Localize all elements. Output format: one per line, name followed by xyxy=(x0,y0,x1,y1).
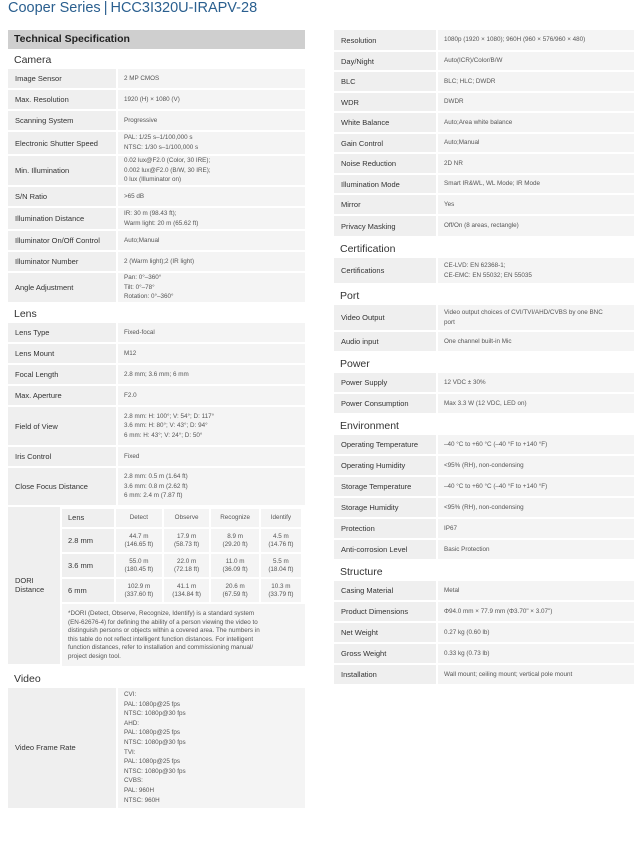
dori-imperial: (180.45 ft) xyxy=(124,565,154,573)
dori-metric: 20.6 m xyxy=(225,582,245,590)
spec-row-lens-type xyxy=(8,323,305,344)
spec-value-line: Basic Protection xyxy=(444,545,490,553)
power-table xyxy=(334,373,634,415)
spec-value-line: NTSC: 1080p@30 fps xyxy=(124,738,186,746)
spec-value-line: port xyxy=(444,318,455,326)
spec-value-line: <95% (RH), non-condensing xyxy=(444,461,524,469)
spec-value-line: <95% (RH), non-condensing xyxy=(444,503,524,511)
dori-lens: 6 mm xyxy=(62,579,114,602)
spec-value-line: 0.002 lux@F2.0 (B/W, 30 IRE); xyxy=(124,166,211,174)
spec-value-line: 6 mm: 2.4 m (7.87 ft) xyxy=(124,492,183,500)
spec-row-white-balance xyxy=(334,113,634,134)
spec-label: Noise Reduction xyxy=(334,154,438,175)
dori-imperial: (18.04 ft) xyxy=(268,565,294,573)
dori-imperial: (67.59 ft) xyxy=(222,590,248,598)
spec-value xyxy=(438,195,634,216)
spec-label: Net Weight xyxy=(334,623,438,644)
spec-value xyxy=(438,602,634,623)
dori-header-recognize: Recognize xyxy=(211,509,258,527)
spec-row-min-illumination xyxy=(8,156,305,187)
spec-value xyxy=(438,52,634,72)
spec-row-storage-temperature xyxy=(334,477,634,498)
spec-label: Gain Control xyxy=(334,134,438,154)
dori-label-line: Distance xyxy=(15,585,45,595)
spec-label: Day/Night xyxy=(334,52,438,72)
dori-cell xyxy=(261,529,301,552)
spec-row-certifications xyxy=(334,258,634,285)
spec-value-line: PAL: 960H xyxy=(124,786,154,794)
spec-value-line: CVBS: xyxy=(124,777,143,785)
spec-value xyxy=(438,175,634,195)
spec-row-video-output xyxy=(334,305,634,332)
dori-metric: 5.5 m xyxy=(273,557,289,565)
spec-label: Max. Aperture xyxy=(8,386,118,407)
spec-value-line: Auto;Manual xyxy=(444,139,480,147)
dori-note-line: function distances, refer to installation and commissioning manual/ xyxy=(68,644,254,652)
spec-value-line: 2 (Warm light);2 (IR light) xyxy=(124,257,195,265)
spec-value-line: 0.02 lux@F2.0 (Color, 30 IRE); xyxy=(124,157,211,165)
spec-row-wdr xyxy=(334,93,634,113)
spec-value-line: Fixed-focal xyxy=(124,328,155,336)
spec-value xyxy=(118,386,305,407)
spec-value-line: CE-EMC: EN 55032; EN 55035 xyxy=(444,271,532,279)
spec-label: Scanning System xyxy=(8,111,118,132)
spec-value xyxy=(118,344,305,365)
dori-note xyxy=(62,604,305,666)
right-column xyxy=(334,30,634,686)
series-name: Cooper Series xyxy=(8,0,101,16)
spec-value-line: One channel built-in Mic xyxy=(444,337,512,345)
spec-value-line: TVI: xyxy=(124,748,136,756)
spec-value-line: Fixed xyxy=(124,452,140,460)
spec-row-casing-material xyxy=(334,581,634,602)
spec-label: Illumination Mode xyxy=(334,175,438,195)
dori-cell xyxy=(116,579,162,602)
section-power: Power xyxy=(340,358,370,370)
dori-cell xyxy=(116,554,162,577)
section-video: Video xyxy=(14,672,41,685)
spec-label: Storage Temperature xyxy=(334,477,438,498)
spec-label: Focal Length xyxy=(8,365,118,386)
dori-cell xyxy=(164,529,210,552)
spec-label: Certifications xyxy=(334,258,438,285)
section-port: Port xyxy=(340,290,360,302)
port-table xyxy=(334,305,634,353)
spec-value xyxy=(438,477,634,498)
spec-value xyxy=(118,156,305,187)
spec-label: Field of View xyxy=(8,407,118,447)
spec-value-line: –40 °C to +60 °C (–40 °F to +140 °F) xyxy=(444,440,548,448)
spec-value-line: 3.6 mm: H: 80°; V: 43°; D: 94° xyxy=(124,422,208,430)
video-table xyxy=(8,688,305,810)
left-column xyxy=(8,30,305,810)
spec-label: Installation xyxy=(334,665,438,686)
dori-header-lens: Lens xyxy=(62,509,114,527)
spec-value-line: 1920 (H) × 1080 (V) xyxy=(124,95,180,103)
spec-value-line: PAL: 1/25 s–1/100,000 s xyxy=(124,134,193,142)
spec-label: Storage Humidity xyxy=(334,498,438,519)
spec-value-line: 12 VDC ± 30% xyxy=(444,378,486,386)
spec-label: Min. Illumination xyxy=(8,156,118,187)
spec-value-line: Rotation: 0°–360° xyxy=(124,293,174,301)
structure-table xyxy=(334,581,634,686)
spec-value xyxy=(438,373,634,394)
dori-metric: 44.7 m xyxy=(129,532,149,540)
spec-value xyxy=(438,72,634,93)
spec-value xyxy=(118,90,305,111)
spec-value-line: NTSC: 1080p@30 fps xyxy=(124,767,186,775)
dori-note-line: project design tool. xyxy=(68,652,121,660)
dori-table xyxy=(60,507,303,604)
spec-value-line: Progressive xyxy=(124,116,158,124)
dori-label-line: DORI xyxy=(15,576,34,586)
spec-value-line: 2.8 mm: 0.5 m (1.64 ft) xyxy=(124,473,188,481)
spec-value-line: CVI: xyxy=(124,691,137,698)
dori-imperial: (58.73 ft) xyxy=(173,540,200,548)
spec-value-line: NTSC: 1/30 s–1/100,000 s xyxy=(124,144,199,151)
spec-value-line: 2D NR xyxy=(444,159,463,167)
spec-label: Electronic Shutter Speed xyxy=(8,132,118,156)
spec-row-audio-input xyxy=(334,332,634,353)
dori-lens: 3.6 mm xyxy=(62,554,114,577)
spec-value xyxy=(118,187,305,208)
spec-label: WDR xyxy=(334,93,438,113)
spec-row-close-focus-distance xyxy=(8,468,305,507)
spec-label: Illuminator Number xyxy=(8,252,118,273)
spec-value xyxy=(438,113,634,134)
dori-cell xyxy=(211,554,258,577)
spec-label: Audio input xyxy=(334,332,438,353)
spec-row-illumination-distance xyxy=(8,208,305,231)
spec-value xyxy=(118,468,305,507)
spec-value-line: Video output choices of CVI/TVI/AHD/CVBS by one BNC xyxy=(444,308,603,316)
spec-value-line: 0 lux (Illuminator on) xyxy=(124,176,182,184)
spec-value-line: PAL: 1080p@25 fps xyxy=(124,729,180,737)
spec-value-line: Tilt: 0°–78° xyxy=(124,283,155,291)
spec-row-mirror xyxy=(334,195,634,216)
spec-row-power-consumption xyxy=(334,394,634,415)
dori-cell xyxy=(211,579,258,602)
spec-value-line: PAL: 1080p@25 fps xyxy=(124,758,180,766)
spec-value xyxy=(438,498,634,519)
spec-row-electronic-shutter-speed xyxy=(8,132,305,156)
spec-label: Operating Humidity xyxy=(334,456,438,477)
spec-value-line: AHD: xyxy=(124,719,140,727)
spec-row-s-n-ratio xyxy=(8,187,305,208)
dori-cell xyxy=(211,529,258,552)
spec-value xyxy=(438,134,634,154)
dori-imperial: (146.65 ft) xyxy=(124,540,154,548)
spec-value xyxy=(118,273,305,304)
spec-label: Lens Type xyxy=(8,323,118,344)
spec-label: Video Frame Rate xyxy=(8,688,118,810)
dori-imperial: (36.09 ft) xyxy=(222,565,248,573)
spec-value-line: NTSC: 1080p@30 fps xyxy=(124,710,186,718)
spec-value-line: 2.8 mm: H: 100°; V: 54°; D: 117° xyxy=(124,412,215,420)
spec-value-line: Pan: 0°–360° xyxy=(124,274,162,282)
spec-row-field-of-view xyxy=(8,407,305,447)
spec-row-illuminator-on-off-control xyxy=(8,231,305,252)
spec-label: Angle Adjustment xyxy=(8,273,118,304)
dori-note-line: this table do not reflect intelligent function distances. For intelligent xyxy=(68,635,254,643)
spec-label: Anti-corrosion Level xyxy=(334,540,438,561)
dori-metric: 22.0 m xyxy=(176,557,197,565)
dori-cell xyxy=(261,579,301,602)
spec-value xyxy=(118,208,305,231)
spec-row-scanning-system xyxy=(8,111,305,132)
section-structure: Structure xyxy=(340,566,383,578)
spec-value-line: Auto;Area white balance xyxy=(444,118,513,126)
spec-row-product-dimensions xyxy=(334,602,634,623)
spec-label: BLC xyxy=(334,72,438,93)
spec-value xyxy=(118,111,305,132)
spec-value-line: –40 °C to +60 °C (–40 °F to +140 °F) xyxy=(444,482,548,490)
spec-row-gross-weight xyxy=(334,644,634,665)
dori-imperial: (337.60 ft) xyxy=(124,590,154,598)
section-certification: Certification xyxy=(340,243,396,255)
spec-row-blc xyxy=(334,72,634,93)
spec-label: Privacy Masking xyxy=(334,216,438,238)
spec-value-line: Auto;Manual xyxy=(124,236,160,244)
spec-value xyxy=(438,332,634,353)
spec-value-line: 1080p (1920 × 1080); 960H (960 × 576/960 × 480) xyxy=(444,36,586,44)
spec-value-line: Smart IR&WL, WL Mode; IR Mode xyxy=(444,180,540,188)
dori-row xyxy=(62,529,301,552)
spec-value-line: 2 MP CMOS xyxy=(124,74,160,82)
spec-value-line: Wall mount; ceiling mount; vertical pole mount xyxy=(444,670,573,678)
section-lens: Lens xyxy=(14,308,37,320)
spec-row-protection xyxy=(334,519,634,540)
spec-row-gain-control xyxy=(334,134,634,154)
dori-metric: 41.1 m xyxy=(176,582,197,590)
dori-cell xyxy=(116,529,162,552)
spec-value xyxy=(438,519,634,540)
spec-row-operating-temperature xyxy=(334,435,634,456)
spec-row-max-resolution xyxy=(8,90,305,111)
spec-value xyxy=(438,644,634,665)
spec-row-day-night xyxy=(334,52,634,72)
spec-value xyxy=(438,258,634,285)
spec-label: Product Dimensions xyxy=(334,602,438,623)
spec-value-line: Max 3.3 W (12 VDC, LED on) xyxy=(444,399,527,407)
spec-value-line: IP67 xyxy=(444,524,457,532)
dori-imperial: (14.76 ft) xyxy=(268,540,294,548)
dori-cell xyxy=(164,554,210,577)
spec-row-angle-adjustment xyxy=(8,273,305,304)
dori-label xyxy=(8,507,62,666)
spec-value-line: 2.8 mm; 3.6 mm; 6 mm xyxy=(124,370,189,378)
spec-row-net-weight xyxy=(334,623,634,644)
spec-label: Power Consumption xyxy=(334,394,438,415)
certification-table xyxy=(334,258,634,285)
spec-label: Lens Mount xyxy=(8,344,118,365)
dori-lens: 2.8 mm xyxy=(62,529,114,552)
spec-value-line: >65 dB xyxy=(124,192,145,200)
dori-imperial: (134.84 ft) xyxy=(172,590,201,598)
spec-value xyxy=(118,252,305,273)
spec-label: Illuminator On/Off Control xyxy=(8,231,118,252)
spec-label: Image Sensor xyxy=(8,69,118,90)
spec-row-illuminator-number xyxy=(8,252,305,273)
spec-value-line: DWDR xyxy=(444,98,464,106)
spec-label: Gross Weight xyxy=(334,644,438,665)
spec-value xyxy=(438,540,634,561)
spec-value xyxy=(118,69,305,90)
dori-metric: 11.0 m xyxy=(225,557,245,565)
dori-imperial: (29.20 ft) xyxy=(222,540,248,548)
spec-value xyxy=(438,216,634,238)
dori-note-line: *DORI (Detect, Observe, Recognize, Identify) is a standard system xyxy=(68,610,255,617)
spec-value xyxy=(438,435,634,456)
spec-value-line: Yes xyxy=(444,200,455,208)
spec-label: Illumination Distance xyxy=(8,208,118,231)
lens-table xyxy=(8,323,305,507)
dori-metric: 4.5 m xyxy=(273,532,289,540)
spec-value-line: BLC; HLC; DWDR xyxy=(444,77,496,85)
spec-label: Video Output xyxy=(334,305,438,332)
tech-spec-title: Technical Specification xyxy=(8,30,305,49)
dori-metric: 10.3 m xyxy=(271,582,291,590)
spec-value xyxy=(438,154,634,175)
dori-cell xyxy=(261,554,301,577)
camera-table xyxy=(8,69,305,304)
spec-value xyxy=(438,623,634,644)
spec-row-illumination-mode xyxy=(334,175,634,195)
spec-value xyxy=(438,30,634,52)
dori-imperial: (33.79 ft) xyxy=(268,590,294,598)
spec-value-line: NTSC: 960H xyxy=(124,796,160,804)
spec-row-operating-humidity xyxy=(334,456,634,477)
spec-label: Max. Resolution xyxy=(8,90,118,111)
dori-metric: 102.9 m xyxy=(127,582,151,590)
spec-value-line: 0.27 kg (0.60 lb) xyxy=(444,628,490,636)
spec-value xyxy=(118,231,305,252)
spec-value xyxy=(438,394,634,415)
spec-value xyxy=(118,688,305,810)
spec-label: Close Focus Distance xyxy=(8,468,118,507)
spec-value-line: Warm light: 20 m (65.62 ft) xyxy=(124,219,199,227)
spec-value-line: M12 xyxy=(124,349,137,357)
spec-row-power-supply xyxy=(334,373,634,394)
spec-label: Protection xyxy=(334,519,438,540)
model-number: HCC3I320U-IRAPV-28 xyxy=(110,0,258,16)
spec-value xyxy=(438,93,634,113)
spec-value-line: 6 mm: H: 43°; V: 24°; D: 50° xyxy=(124,431,203,439)
spec-value xyxy=(438,581,634,602)
spec-value-line: CE-LVD: EN 62368-1; xyxy=(444,261,506,269)
spec-label: White Balance xyxy=(334,113,438,134)
spec-label: S/N Ratio xyxy=(8,187,118,208)
spec-value xyxy=(118,447,305,468)
dori-metric: 55.0 m xyxy=(129,557,149,565)
spec-label: Power Supply xyxy=(334,373,438,394)
page-header xyxy=(8,0,257,22)
spec-value-line: Off/On (8 areas, rectangle) xyxy=(444,222,519,230)
section-camera: Camera xyxy=(14,54,52,66)
spec-row-image-sensor xyxy=(8,69,305,90)
spec-value-line: Metal xyxy=(444,586,460,594)
spec-value xyxy=(118,365,305,386)
spec-value xyxy=(118,132,305,156)
spec-value-line: PAL: 1080p@25 fps xyxy=(124,700,180,708)
spec-value-line: Φ94.0 mm × 77.9 mm (Φ3.70" × 3.07") xyxy=(444,607,553,615)
spec-value-line: 3.6 mm: 0.8 m (2.62 ft) xyxy=(124,482,188,490)
dori-header-detect: Detect xyxy=(116,509,162,527)
spec-row-privacy-masking xyxy=(334,216,634,238)
dori-block xyxy=(8,507,305,666)
spec-value xyxy=(438,456,634,477)
spec-row-anti-corrosion-level xyxy=(334,540,634,561)
dori-header-observe: Observe xyxy=(164,509,210,527)
spec-label: Casing Material xyxy=(334,581,438,602)
spec-label: Iris Control xyxy=(8,447,118,468)
spec-row-video-frame-rate xyxy=(8,688,305,810)
header-separator: | xyxy=(103,0,108,16)
dori-row xyxy=(62,579,301,602)
spec-row-installation xyxy=(334,665,634,686)
spec-row-focal-length xyxy=(8,365,305,386)
spec-value xyxy=(118,407,305,447)
dori-row xyxy=(62,554,301,577)
spec-row-iris-control xyxy=(8,447,305,468)
dori-imperial: (72.18 ft) xyxy=(173,565,200,573)
spec-value-line: IR: 30 m (98.43 ft); xyxy=(124,209,177,217)
dori-metric: 8.9 m xyxy=(227,532,244,540)
spec-label: Operating Temperature xyxy=(334,435,438,456)
environment-table xyxy=(334,435,634,561)
dori-cell xyxy=(164,579,210,602)
section-environment: Environment xyxy=(340,420,399,432)
spec-label: Mirror xyxy=(334,195,438,216)
spec-row-storage-humidity xyxy=(334,498,634,519)
video-params-table xyxy=(334,30,634,238)
spec-value-line: 0.33 kg (0.73 lb) xyxy=(444,649,490,657)
spec-row-lens-mount xyxy=(8,344,305,365)
spec-value xyxy=(438,305,634,332)
dori-header-identify: Identify xyxy=(261,509,301,527)
spec-value xyxy=(438,665,634,686)
spec-label: Resolution xyxy=(334,30,438,52)
spec-row-resolution xyxy=(334,30,634,52)
spec-value-line: Auto(ICR)/Color/B/W xyxy=(444,57,503,65)
spec-row-noise-reduction xyxy=(334,154,634,175)
spec-value xyxy=(118,323,305,344)
dori-note-line: distinguish persons or objects within a covered area. The numbers in xyxy=(68,627,260,635)
dori-metric: 17.9 m xyxy=(176,532,197,540)
spec-row-max-aperture xyxy=(8,386,305,407)
spec-value-line: F2.0 xyxy=(124,391,137,399)
dori-note-line: (EN-62676-4) for defining the ability of a person viewing the video to xyxy=(68,618,258,626)
